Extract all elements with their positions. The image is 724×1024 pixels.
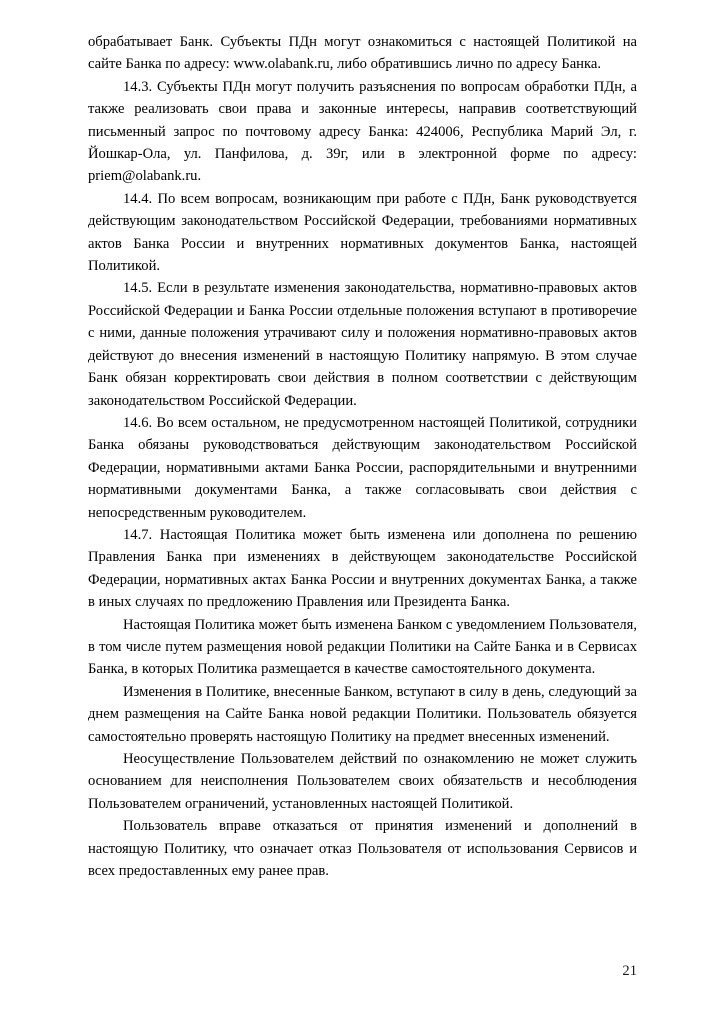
paragraph-refusal: Пользователь вправе отказаться от принятия изменений и дополнений в настоящую Политику, что означает отказ Пользователя от использования Сервисов и всех предоставленных ему ранее прав. bbox=[88, 818, 637, 880]
document-text-body bbox=[88, 31, 637, 882]
paragraph-14-4: 14.4. По всем вопросам, возникающим при работе с ПДн, Банк руководствуется действующим законодательством Российской Федерации, требованиями нормативных актов Банка России и внутренних нормативных документов Банка, настоящей Политикой. bbox=[88, 190, 637, 275]
paragraph-effective-date: Изменения в Политике, внесенные Банком, вступают в силу в день, следующий за днем размещения на Сайте Банка новой редакции Политики. Пользователь обязуется самостоятельно проверять настоящую Политику на предмет внесенных изменений. bbox=[88, 683, 637, 745]
paragraph-non-review: Неосуществление Пользователем действий по ознакомлению не может служить основанием для неисполнения Пользователем своих обязательств и несоблюдения Пользователем ограничений, установленных настоящей Политикой. bbox=[88, 751, 637, 812]
page-number: 21 bbox=[622, 963, 637, 979]
paragraph-14-7: 14.7. Настоящая Политика может быть изменена или дополнена по решению Правления Банка при изменениях в действующем законодательстве Российской Федерации, нормативных актах Банка России и внутренних документах Банка, а также в иных случаях по предложению Правления или Президента Банка. bbox=[88, 526, 637, 611]
paragraph-continued-14-2: обрабатывает Банк. Субъекты ПДн могут ознакомиться с настоящей Политикой на сайте Банка по адресу: www.olabank.ru, либо обратившись лично по адресу Банка. bbox=[88, 34, 637, 73]
paragraph-14-3: 14.3. Субъекты ПДн могут получить разъяснения по вопросам обработки ПДн, а также реализовать свои права и законные интересы, направив соответствующий письменный запрос по почтовому адресу Банка: 424006, Республика Марий Эл, г. Йошкар-Ола, ул. Панфилова, д. 39г, или в электронной форме по адресу: priem@olabank.ru. bbox=[88, 78, 637, 185]
paragraph-14-5: 14.5. Если в результате изменения законодательства, нормативно-правовых актов Российской Федерации и Банка России отдельные положения вступают в противоречие с ними, данные положения утрачивают силу и положения нормативно-правовых актов действуют до внесения изменений в настоящую Политику напрямую. В этом случае Банк обязан корректировать свои действия в полном соответствии с действующим законодательством Российской Федерации. bbox=[88, 280, 637, 409]
paragraph-14-6: 14.6. Во всем остальном, не предусмотренном настоящей Политикой, сотрудники Банка обязаны руководствоваться действующим законодательством Российской Федерации, нормативными актами Банка России, распорядительными и внутренними нормативными документами Банка, а также согласовывать свои действия с непосредственным руководителем. bbox=[88, 414, 637, 521]
paragraph-notification: Настоящая Политика может быть изменена Банком с уведомлением Пользователя, в том числе путем размещения новой редакции Политики на Сайте Банка и в Сервисах Банка, в которых Политика размещается в качестве самостоятельного документа. bbox=[88, 616, 637, 678]
